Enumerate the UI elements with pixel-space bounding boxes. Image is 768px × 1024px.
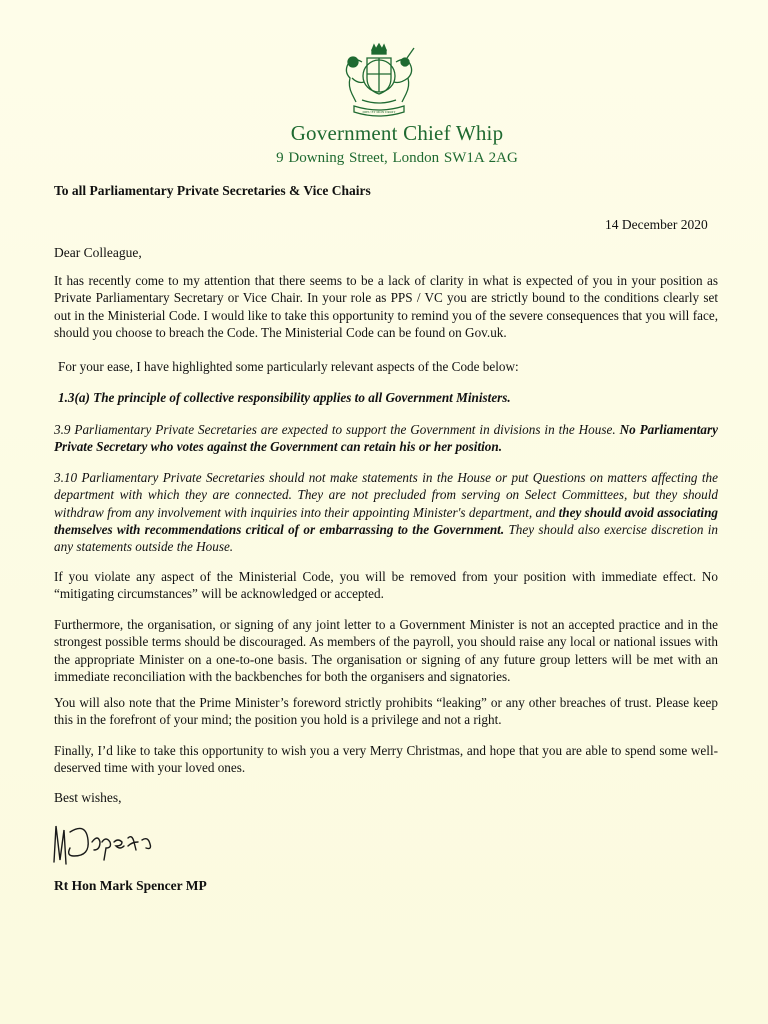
code-section-3-10 <box>54 469 718 555</box>
closing: Best wishes, <box>54 790 122 805</box>
paragraph-intro: It has recently come to my attention that there seems to be a lack of clarity in what is expected of you in your position as Private Parliamentary Secretary or Vice Chair. In your role as PPS / VC you are strictly bound to the conditions clearly set out in the Ministerial Code. I would like to take this opportunity to remind you of the severe consequences that you will face, should you choose to breach the Code. The Ministerial Code can be found on Gov.uk. <box>54 273 718 340</box>
office-address: 9 Downing Street, London SW1A 2AG <box>276 150 518 166</box>
handwritten-signature <box>46 812 176 874</box>
code-section-3-9 <box>54 421 718 456</box>
paragraph-christmas: Finally, I’d like to take this opportunity to wish you a very Merry Christmas, and hope that you are able to spend some well-deserved time with your loved ones. <box>54 743 718 776</box>
royal-coat-of-arms-icon <box>334 42 424 122</box>
salutation: Dear Colleague, <box>54 245 142 260</box>
office-title: Government Chief Whip <box>290 121 504 145</box>
letter-date: 14 December 2020 <box>605 217 708 232</box>
code-3-10-text-b: They should also exercise discretion in any statements outside the House. <box>54 521 718 555</box>
paragraph-leaking: You will also note that the Prime Minister’s foreword strictly prohibits “leaking” or any other breaches of trust. Please keep this in the forefront of your mind; the position you hold is a privilege and not a right. <box>54 695 718 728</box>
code-section-1-3a: 1.3(a) The principle of collective responsibility applies to all Government Ministers. <box>58 390 511 405</box>
signatory-name: Rt Hon Mark Spencer MP <box>54 878 207 893</box>
paragraph-violation: If you violate any aspect of the Ministerial Code, you will be removed from your position with immediate effect. No “mitigating circumstances” will be acknowledged or accepted. <box>54 569 718 602</box>
svg-text:DIEU ET MON DROIT: DIEU ET MON DROIT <box>362 110 396 114</box>
recipients-line: To all Parliamentary Private Secretaries & Vice Chairs <box>54 183 371 198</box>
paragraph-joint-letters: Furthermore, the organisation, or signing of any joint letter to a Government Minister is not an accepted practice and in the strongest possible terms should be discouraged. As members of the payroll, you should raise any local or national issues with the appropriate Minister on a one-to-one basis. The organisation or signing of any future group letters will be met with an immediate reconciliation with the backbenches for both the organisers and signatories. <box>54 617 718 684</box>
code-3-9-emphasis: No Parliamentary Private Secretary who votes against the Government can retain his or her position. <box>54 422 719 455</box>
paragraph-code-intro: For your ease, I have highlighted some particularly relevant aspects of the Code below: <box>58 359 519 374</box>
code-3-10-text-a: 3.10 Parliamentary Private Secretaries should not make statements in the House or put Questions on matters affecting the department with which they are connected. They are not precluded from serving on Select Committees, but they should withdraw from any involvement with inquiries into their appointing Minister's department, and <box>54 470 718 520</box>
code-3-9-text: 3.9 Parliamentary Private Secretaries are expected to support the Government in divisions in the House. <box>54 422 616 437</box>
code-3-10-emphasis: they should avoid associating themselves with recommendations critical of or embarrassing to the Government. <box>54 504 719 537</box>
